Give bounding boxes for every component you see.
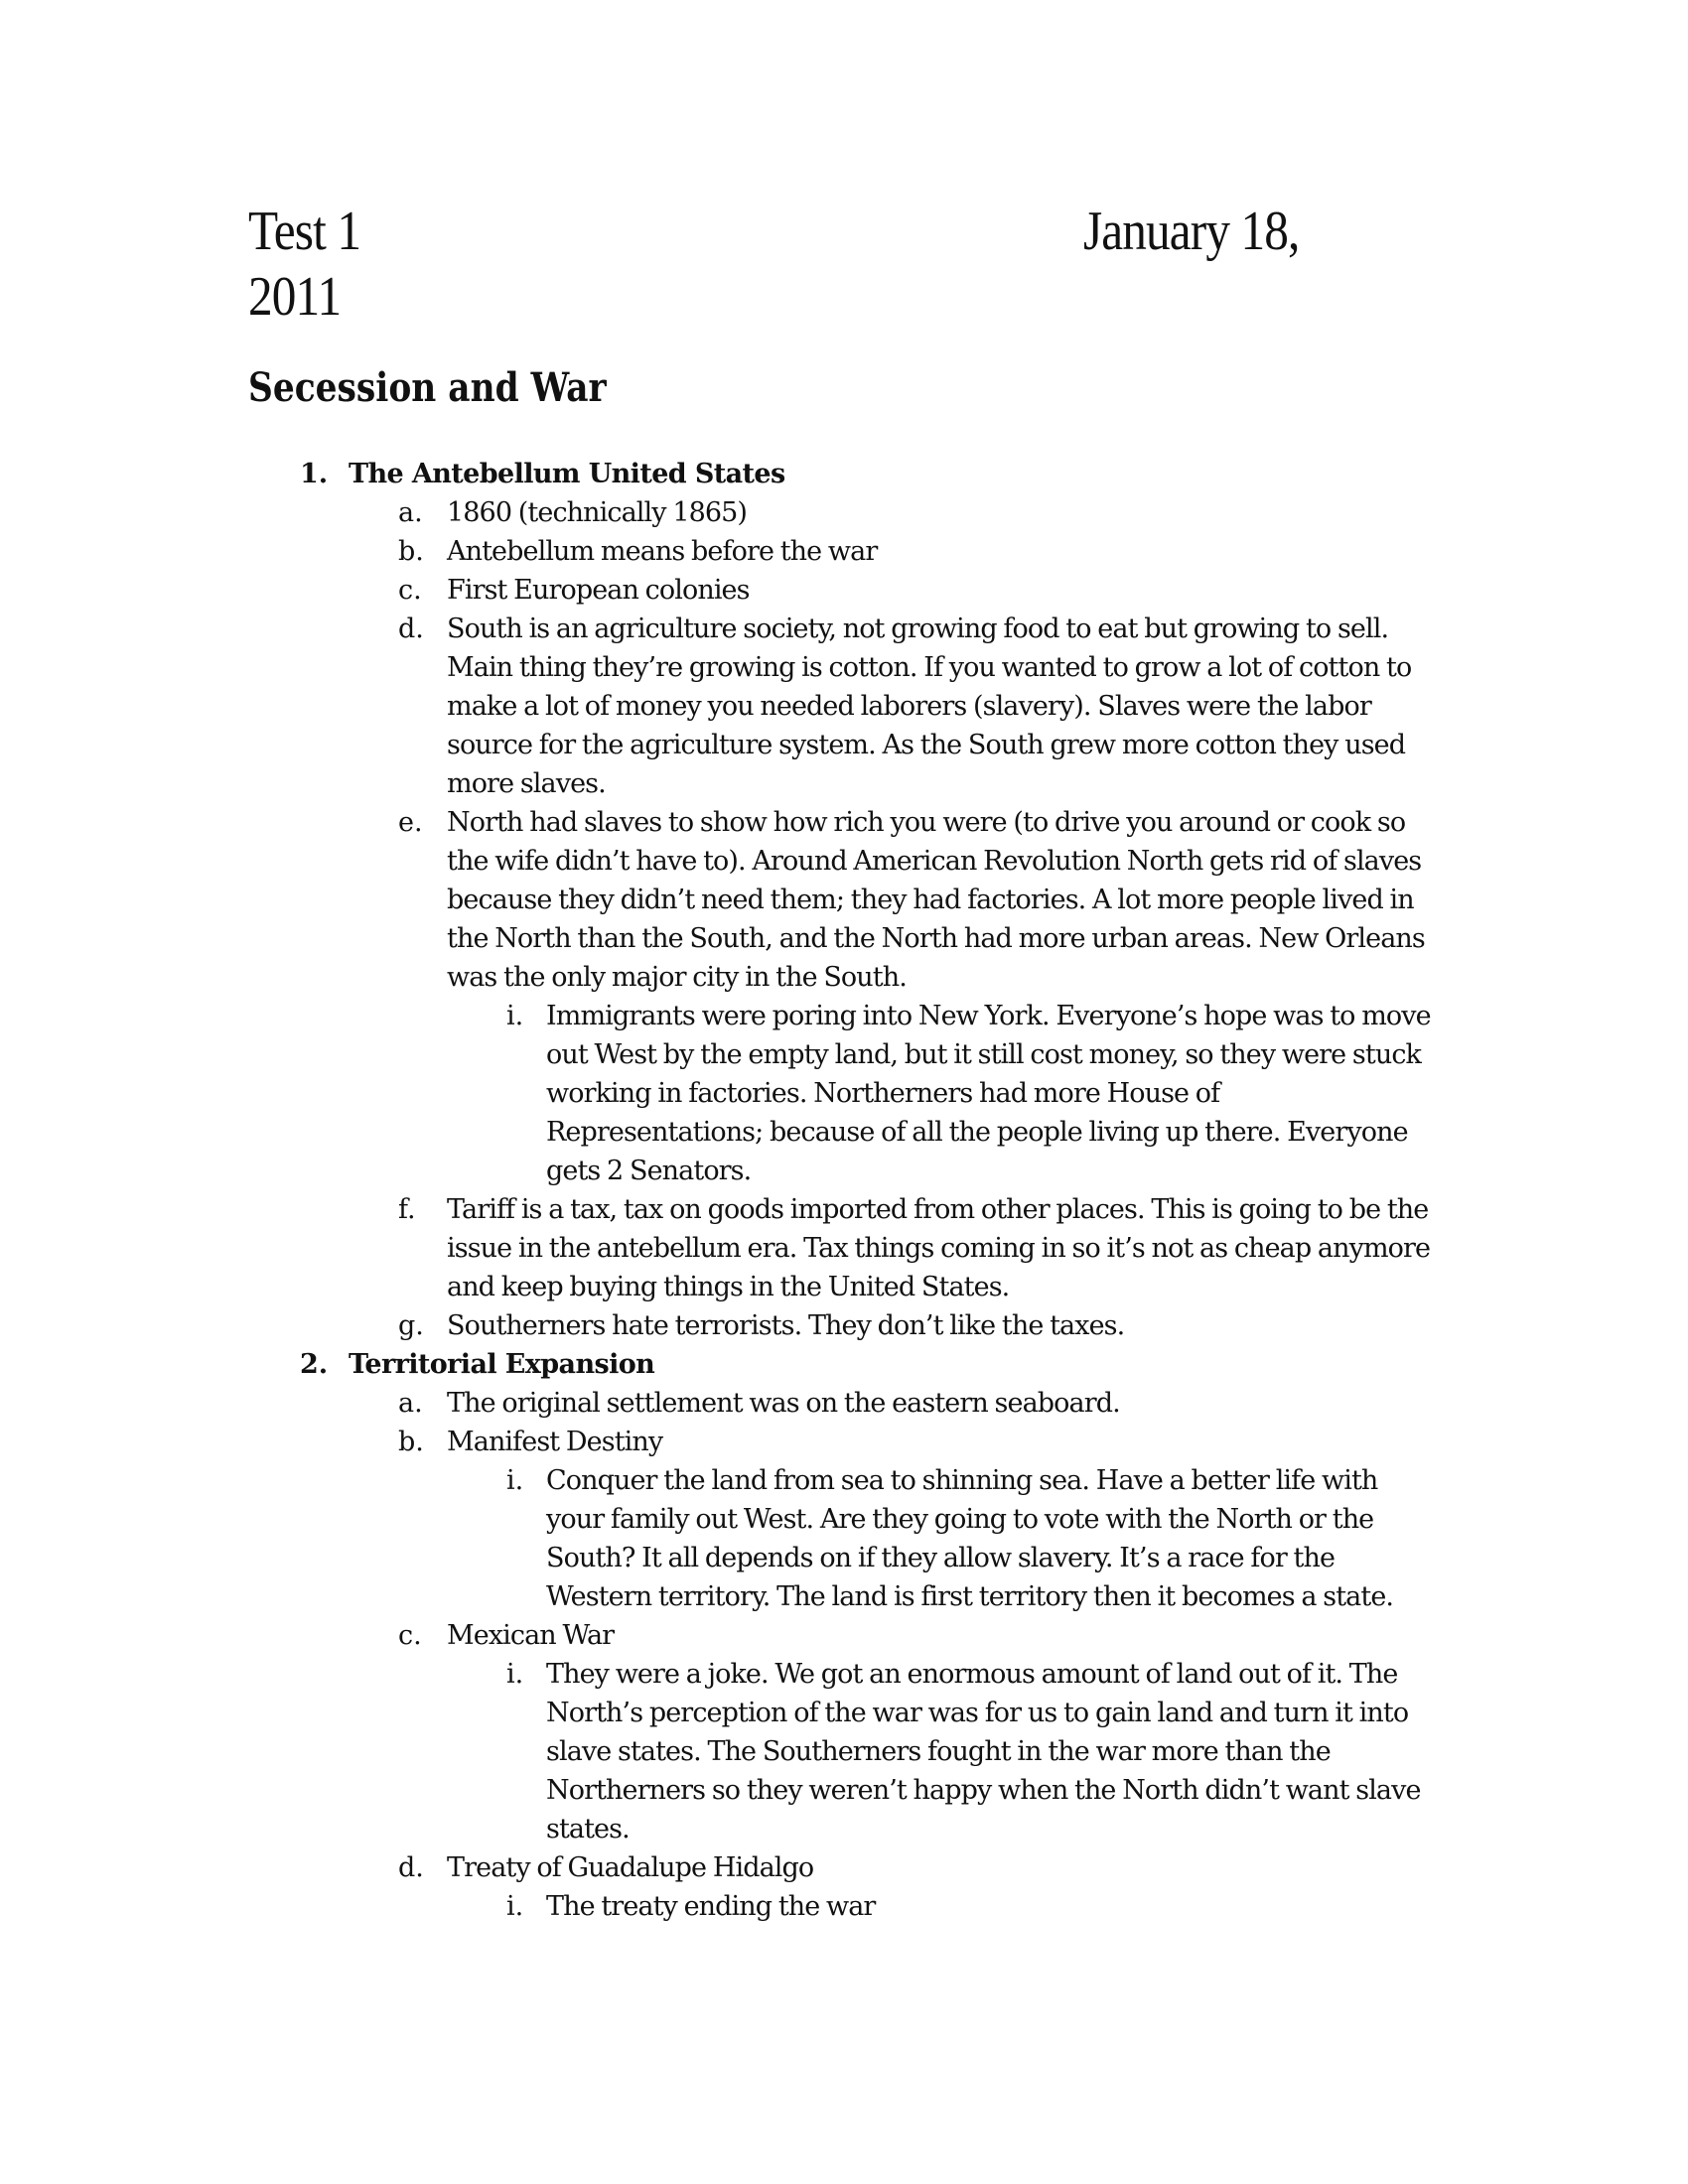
item-text: Treaty of Guadalupe Hidalgo <box>447 1852 814 1883</box>
outline-item <box>0 1616 1688 1655</box>
outline-item <box>0 1848 1688 1887</box>
header-year: 2011 <box>248 266 342 328</box>
subitem-marker: i. <box>506 1891 524 1922</box>
outline-section <box>0 455 1688 493</box>
item-marker: d. <box>398 1852 424 1883</box>
outline-subitem <box>0 997 1688 1190</box>
item-marker: c. <box>398 1620 422 1651</box>
item-text: North had slaves to show how rich you were (to drive you around or cook so the wife didn’t have to). Around American Revolution North gets rid of slaves because they didn’t need them; they had factories. A lot more people lived in the North than the South, and the North had more urban areas. New Orleans was the only major city in the South. <box>447 807 1425 993</box>
subitem-marker: i. <box>506 1001 524 1031</box>
item-text: The original settlement was on the eastern seaboard. <box>447 1388 1120 1419</box>
outline-item <box>0 1306 1688 1345</box>
section-number: 1. <box>300 459 329 489</box>
outline-section <box>0 1345 1688 1384</box>
outline-subitem <box>0 1887 1688 1926</box>
item-text: Mexican War <box>447 1620 615 1651</box>
outline-item <box>0 1423 1688 1461</box>
item-text: Manifest Destiny <box>447 1427 663 1457</box>
item-marker: e. <box>398 807 423 838</box>
subitem-text: They were a joke. We got an enormous amount of land out of it. The North’s perception of the war was for us to gain land and turn it into slave states. The Southerners fought in the war more than the Northerners so they weren’t happy when the North didn’t want slave states. <box>546 1659 1421 1844</box>
item-marker: a. <box>398 1388 423 1419</box>
item-text: South is an agriculture society, not growing food to eat but growing to sell. Main thing they’re growing is cotton. If you wanted to grow a lot of cotton to make a lot of money you needed laborers (slavery). Slaves were the labor source for the agriculture system. As the South grew more cotton they used more slaves. <box>447 614 1412 799</box>
outline-item <box>0 1190 1688 1306</box>
item-marker: b. <box>398 1427 424 1457</box>
section-heading: The Antebellum United States <box>349 459 785 489</box>
subitem-marker: i. <box>506 1465 524 1496</box>
item-text: Southerners hate terrorists. They don’t like the taxes. <box>447 1310 1125 1341</box>
outline-item <box>0 532 1688 571</box>
item-marker: a. <box>398 497 423 528</box>
section-heading: Territorial Expansion <box>349 1349 655 1380</box>
item-marker: f. <box>398 1194 416 1225</box>
subitem-marker: i. <box>506 1659 524 1690</box>
outline-subitem <box>0 1461 1688 1616</box>
item-marker: g. <box>398 1310 424 1341</box>
item-text: Tariff is a tax, tax on goods imported from other places. This is going to be the issue in the antebellum era. Tax things coming in so it’s not as cheap anymore and keep buying things in the United States. <box>447 1194 1431 1302</box>
page-title: Secession and War <box>248 364 607 411</box>
item-text: First European colonies <box>447 575 750 606</box>
item-text: 1860 (technically 1865) <box>447 497 748 528</box>
header-test-label: Test 1 <box>248 201 361 262</box>
outline-list <box>0 455 1688 1926</box>
outline-item <box>0 610 1688 803</box>
outline-item <box>0 571 1688 610</box>
item-marker: d. <box>398 614 424 644</box>
subitem-text: Conquer the land from sea to shinning sea. Have a better life with your family out West. Are they going to vote with the North or the South? It all depends on if they allow slavery. It’s a race for the Western territory. The land is first territory then it becomes a state. <box>546 1465 1394 1612</box>
subitem-text: Immigrants were poring into New York. Everyone’s hope was to move out West by the empty land, but it still cost money, so they were stuck working in factories. Northerners had more House of Representations; because of all the people living up there. Everyone gets 2 Senators. <box>546 1001 1431 1186</box>
item-marker: b. <box>398 536 424 567</box>
outline-item <box>0 493 1688 532</box>
subitem-text: The treaty ending the war <box>546 1891 876 1922</box>
header-date: January 18, <box>1083 201 1300 262</box>
outline-item <box>0 803 1688 997</box>
item-text: Antebellum means before the war <box>447 536 878 567</box>
section-number: 2. <box>300 1349 329 1380</box>
outline-item <box>0 1384 1688 1423</box>
item-marker: c. <box>398 575 422 606</box>
outline-subitem <box>0 1655 1688 1848</box>
